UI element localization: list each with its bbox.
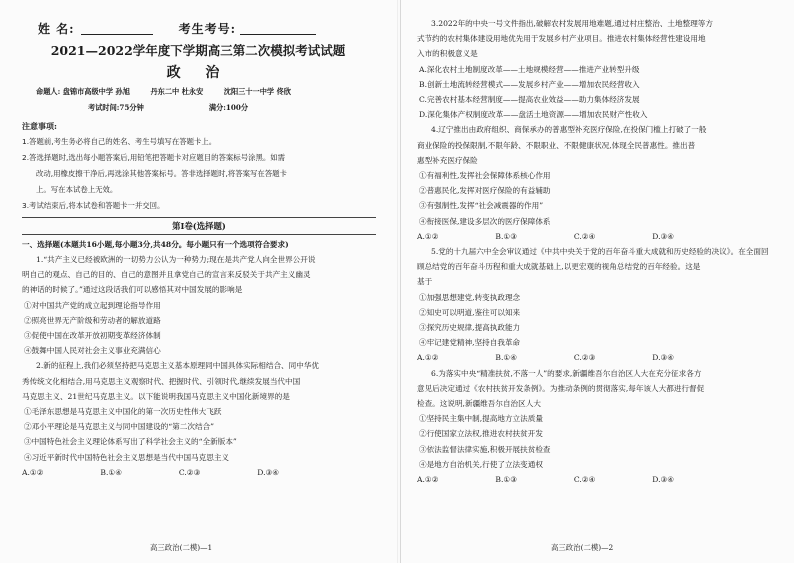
question-line: 1.“共产主义已经被欧洲的一切势力公认为一种势力;现在是共产党人向全世界公开说 — [36, 255, 316, 264]
author-1: 盘锦市高级中学 孙旭 — [62, 87, 130, 96]
question-line: 马克思主义、21世纪马克思主义。以下能说明我国马克思主义中国化新境界的是 — [22, 391, 290, 401]
question-line: 5.党的十九届六中全会审议通过《中共中央关于党的百年奋斗重大成就和历史经验的决议》。在全面回 — [431, 247, 769, 257]
exam-no-blank[interactable] — [240, 22, 316, 35]
question-line: D.深化集体产权制度改革——盘活土地资源——增加农民财产性收入 — [419, 110, 648, 120]
authors-row — [22, 84, 384, 99]
answer-option: B.①③ — [495, 231, 518, 241]
question-line: 顾总结党的百年奋斗历程和重大成就基础上,以更宏观的视角总结党的百年经验。这是 — [417, 262, 701, 272]
question-line: 3.2022年的中央一号文件指出,破解农村发展用地难题,通过村庄整治、土地整理等方 — [431, 19, 713, 28]
question-line: 2.新的征程上,我们必须坚持把马克思主义基本原理同中国具体实际相结合、同中华优 — [36, 361, 320, 371]
question-line: 检查。这说明,新疆维吾尔自治区人大 — [417, 399, 541, 409]
page-right — [400, 0, 794, 563]
answer-option: B.①④ — [100, 467, 123, 477]
note-line: 改动,用橡皮擦干净后,再选涂其他答案标号。答非选择题时,将答案写在答题卡 — [36, 169, 287, 178]
page-footer-2: 高三政治(二模)—2 — [551, 543, 614, 552]
answer-option: C.②③ — [178, 467, 201, 477]
answer-option: B.①④ — [495, 353, 518, 363]
answer-option: D.③④ — [652, 353, 675, 363]
note-line: 2.答选择题时,选出每小题答案后,用铅笔把答题卡对应题目的答案标号涂黑。如需 — [22, 153, 286, 162]
question-line: 的神话的时候了。”通过这段话我们可以感悟其对中国发展的影响是 — [22, 285, 243, 295]
answer-option: B.①③ — [495, 475, 518, 485]
name-label: 姓 名: — [38, 21, 75, 36]
answer-options-q4 — [417, 229, 778, 244]
question-line: ②普惠民化,发挥对医疗保险的有益辅助 — [419, 186, 551, 196]
question-line: ④衔接医保,建设多层次的医疗保障体系 — [419, 216, 551, 226]
author-3: 沈阳三十一中学 佟欣 — [223, 87, 291, 96]
question-line: ③中国特色社会主义理论体系写出了科学社会主义的“全新版本” — [24, 437, 237, 447]
question-line: ③探究历史规律,提高执政能力 — [419, 323, 521, 333]
question-line: ④习近平新时代中国特色社会主义思想是当代中国马克思主义 — [24, 452, 230, 462]
answer-options-q5 — [417, 350, 778, 365]
question-line: ③有强制性,发挥“社会减震器的作用” — [419, 201, 544, 211]
answer-options-q6 — [417, 472, 778, 487]
answer-option: C.②④ — [573, 231, 596, 241]
question-line: 4.辽宁推出由政府组织、商保承办的普惠型补充医疗保险,在投保门槛上打破了一般 — [431, 125, 707, 135]
part1-title: 第Ⅰ卷(选择题) — [22, 217, 376, 235]
question-line: ①加强思想建党,转变执政理念 — [419, 292, 521, 302]
score-label: 满分:100分 — [208, 103, 249, 112]
question-line: ③促使中国在改革开放初期变革经济体制 — [24, 331, 161, 341]
author-2: 丹东二中 杜永安 — [150, 87, 204, 96]
question-line: ④是地方自治机关,行使了立法变通权 — [419, 459, 543, 469]
authors-label: 命题人: — [36, 87, 61, 96]
section-title: 一、选择题(本题共16小题,每小题3分,共48分。每小题只有一个选项符合要求) — [22, 240, 289, 249]
question-line: 基于 — [417, 277, 433, 287]
answer-option: A.①② — [417, 353, 439, 363]
question-line: 6.为落实中央“精准扶贫,不落一人”的要求,新疆维吾尔自治区人大在充分征求各方 — [431, 368, 702, 378]
right-questions-1 — [417, 16, 778, 229]
question-line: 商业保险的投保限制,不限年龄、不限职业、不限健康状况,体现全民普惠性。推出普 — [417, 140, 696, 150]
question-line: ①对中国共产党的成立起到理论指导作用 — [24, 300, 161, 310]
question-line: ②行使国家立法权,推进农村扶贫开发 — [419, 429, 543, 439]
name-blank[interactable] — [81, 22, 153, 35]
answer-option: A.①② — [417, 475, 439, 485]
right-questions-2 — [417, 244, 778, 350]
question-line: 式节约的农村集体建设用地优先用于发展乡村产业项目。推进农村集体经营性建设用地 — [417, 34, 706, 44]
answer-option: C.②④ — [573, 475, 596, 485]
question-line: 惠型补充医疗保险 — [417, 155, 478, 165]
question-line: A.深化农村土地制度改革——土地规模经营——推进产业转型升级 — [419, 64, 640, 74]
question-line: ②知史可以明道,鉴往可以知来 — [419, 307, 521, 317]
answer-option: A.①② — [417, 231, 439, 241]
exam-meta-row — [22, 99, 384, 116]
question-line: 意见后决定通过《农村扶贫开发条例》。为推动条例的贯彻落实,每年该人大都进行督促 — [417, 383, 705, 393]
answer-option: D.③④ — [652, 231, 675, 241]
left-questions — [22, 252, 384, 465]
student-info-row — [22, 16, 384, 40]
answer-option: D.③④ — [652, 475, 675, 485]
answer-option: A.①② — [22, 467, 44, 477]
question-line: ①坚持民主集中制,提高地方立法质量 — [419, 414, 543, 424]
exam-no-label: 考生考号: — [178, 21, 237, 36]
question-line: B.创新土地流转经营模式——发展乡村产业——增加农民经营收入 — [419, 79, 640, 89]
answer-options-q2 — [22, 465, 384, 480]
question-line: ④鼓舞中国人民对社会主义事业充满信心 — [24, 346, 161, 356]
question-line: ①有福利性,发挥社会保障体系核心作用 — [419, 171, 551, 181]
question-line: 秀传统文化相结合,用马克思主义观察时代、把握时代、引领时代,继续发展当代中国 — [22, 376, 301, 386]
question-line: ②照亮世界无产阶级和劳动者的解放道路 — [24, 315, 161, 325]
note-line: 1.答题前,考生务必将自己的姓名、考生号填写在答题卡上。 — [22, 137, 217, 146]
right-questions-3 — [417, 366, 778, 472]
question-line: C.完善农村基本经营制度——提高农业效益——助力集体经济发展 — [419, 95, 640, 105]
answer-option: D.③④ — [257, 467, 280, 477]
page-footer-1: 高三政治(二模)—1 — [150, 543, 213, 552]
time-label: 考试时间:75分钟 — [88, 103, 144, 112]
question-line: ④牢记建党精神,坚持自我革命 — [419, 338, 521, 348]
exam-title: 2021—2022学年度下学期高三第二次模拟考试试题 — [50, 43, 346, 58]
notes-title: 注意事项: — [22, 121, 57, 131]
subject-title: 政 治 — [166, 65, 230, 81]
question-line: 入市的积极意义是 — [417, 49, 478, 59]
note-line: 3.考试结束后,将本试卷和答题卡一并交回。 — [22, 201, 165, 210]
question-line: ③依法监督法律实施,积极开展扶贫检查 — [419, 444, 551, 454]
question-line: ②邓小平理论是马克思主义与同中国建设的“第二次结合” — [24, 422, 215, 432]
question-line: ①毛泽东思想是马克思主义中国化的第一次历史性伟大飞跃 — [24, 407, 222, 417]
question-line: 明自己的观点、自己的目的、自己的意图并且拿党自己的宣言来反驳关于共产主义幽灵 — [22, 270, 311, 280]
answer-option: C.②③ — [573, 353, 596, 363]
note-line: 上。写在本试卷上无效。 — [36, 185, 118, 194]
